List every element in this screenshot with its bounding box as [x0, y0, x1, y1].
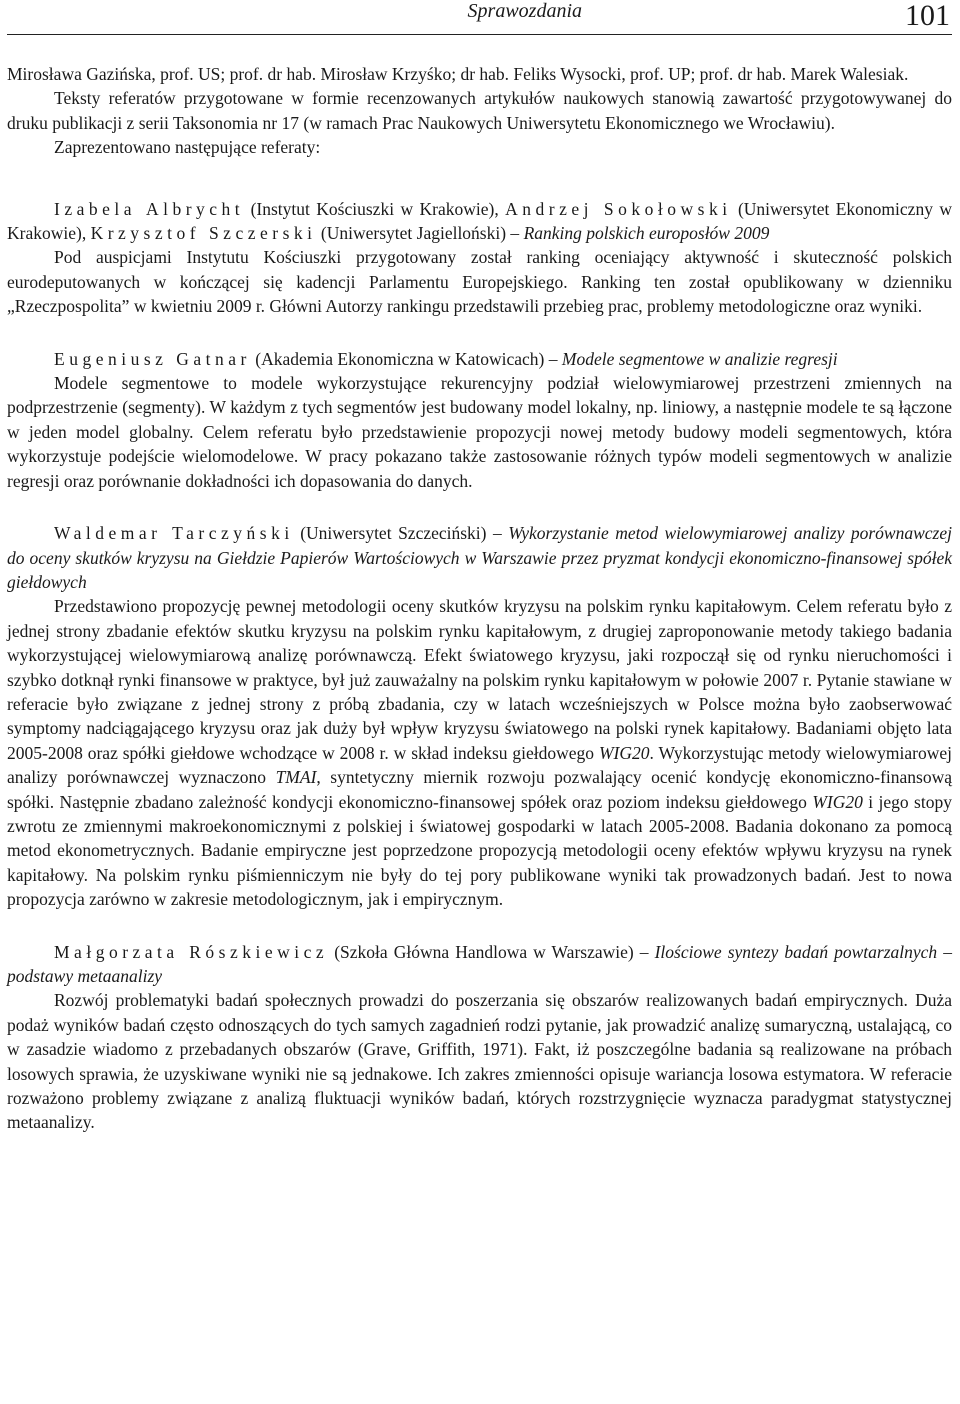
- talks-intro: Zaprezentowano następujące referaty:: [54, 137, 321, 158]
- abstract-text: i jego stopy zwrotu ze zmiennymi makroekonomicznymi z polskiej i światowej gospodarki w latach 2005-2008. Badania dokonano za pomocą metod ekonometrycznych. Badanie empiryczne jest poprzedzone propozycją metodologii oceny efektów wpływu kryzysu na rynek kapitałowy. Na polskim rynku piśmienniczym nie były do tej pory publikowane wyniki tak prowadzonych badań. Jest to nowa propozycja zarówno w zakresie metodologicznym, jak i empirycznym.: [7, 791, 952, 910]
- talk-title: Ilościowe syntezy badań powtarzalnych – podstawy metaanalizy: [7, 941, 952, 986]
- talk-heading: [7, 940, 952, 989]
- talk-title: Modele segmentowe w analizie regresji: [561, 348, 838, 369]
- author-name: Waldemar Tarczyński: [54, 523, 294, 544]
- talk-title: Ranking polskich europosłów 2009: [523, 223, 770, 244]
- article-body: [7, 62, 952, 1135]
- talk-heading: [7, 347, 952, 371]
- talk-heading: [7, 197, 952, 246]
- abstract-text: Przedstawiono propozycję pewnej metodologii oceny skutków kryzysu na polskim rynku kapitałowym. Celem referatu było z jednej strony zbadanie efektów skutku kryzysu na polskim rynku kapitałowym, z drugiej zaproponowanie metody takiego badania wykorzystującej wielowymiarową analizę porównawczą. Efekt światowego kryzysu, jaki rozpoczął się od rynku nieruchomości i szybko dotknął rynki finansowe w praktyce, był już zauważalny na polskim rynku kapitałowym w połowie 2007 r. Pytanie stawiane w referacie było związane z jednej strony z próbą zbadania, czy w latach wcześniejszych w Polsce można było zaobserwować symptomy nadciągającego kryzysu oraz jak duży był wpływ kryzysu światowego na polski rynek kapitałowy. Badaniami objęto lata 2005-2008 oraz spółki giełdowe wchodzące w 2008 r. w skład indeksu giełdowego: [7, 596, 952, 763]
- author-name: Izabela Albrycht: [54, 198, 245, 219]
- author-affiliation: (Szkoła Główna Handlowa w Warszawie) –: [328, 941, 655, 962]
- talk-entry: [7, 940, 952, 1135]
- author-affiliation: (Instytut Kościuszki w Krakowie),: [244, 198, 506, 219]
- author-affiliation: (Uniwersytet Ekonomiczny w Krakowie),: [7, 198, 952, 244]
- author-name: Małgorzata Rószkiewicz: [54, 941, 329, 962]
- author-affiliation: (Uniwersytet Jagielloński) –: [316, 223, 524, 244]
- talk-entry: [7, 521, 952, 912]
- talk-abstract: [7, 594, 952, 911]
- measure-name: TMAI: [275, 767, 317, 788]
- abstract-text: , syntetyczny miernik rozwoju pozwalający ocenić kondycję ekonomiczno-finansową spółki. Następnie zbadano zależność kondycji ekonomiczno-finansowej spółek oraz poziom indeksu giełdowego: [7, 767, 952, 812]
- talk-entry: [7, 347, 952, 493]
- intro-paragraph: Teksty referatów przygotowane w formie recenzowanych artykułów naukowych stanowią zawartość przygotowywanej do druku publikacji z serii Taksonomia nr 17 (w ramach Prac Naukowych Uniwersytetu Ekonomicznego we Wrocławiu).: [7, 88, 952, 133]
- talk-entry: [7, 197, 952, 319]
- author-name: Krzysztof Szczerski: [90, 223, 317, 244]
- talk-abstract: Modele segmentowe to modele wykorzystujące rekurencyjny podział wielowymiarowej przestrzeni zmiennych na podprzestrzenie (segmenty). W każdym z tych segmentów jest budowany model lokalny, np. liniowy, a następnie modele te są łączone w jeden model globalny. Celem referatu było przedstawienie propozycji nowej metody budowy modeli segmentowych, która wykorzystuje podejście wielomodelowe. W pracy pokazano także zastosowanie różnych typów modeli segmentowych w analizie regresji oraz porównanie dokładności ich dopasowania do danych.: [7, 373, 952, 491]
- running-header: [7, 0, 952, 35]
- author-affiliation: (Akademia Ekonomiczna w Katowicach) –: [250, 348, 562, 369]
- author-name: Andrzej Sokołowski: [505, 198, 732, 219]
- talk-abstract: Rozwój problematyki badań społecznych prowadzi do poszerzania się obszarów realizowanych badań empirycznych. Duża podaż wyników badań często odnoszących do tych samych zagadnień rodzi pytanie, jak prowadzić analizę sumaryczną, ustalającą, co w zasadzie wiadomo z przebadanych obszarów (Grave, Griffith, 1971). Fakt, iż poszczególne badania są realizowane na próbach losowych sprawia, że uzyskiwane wyniki nie są jednakowe. Ich zakres zmienności opisuje wariancja losowa estymatora. W referacie rozważono problemy związane z analizą fluktuacji wyników badań, których rozstrzygnięcie wyznacza paradygmat statystycznej metaanalizy.: [7, 990, 952, 1133]
- talk-abstract: Pod auspicjami Instytutu Kościuszki przygotowany został ranking oceniający aktywność i skuteczność polskich eurodeputowanych w kończącej się kadencji Parlamentu Europejskiego. Ranking ten został opublikowany w dzienniku „Rzeczpospolita” w kwietniu 2009 r. Główni Autorzy rankingu przedstawili przebieg prac, problemy metodologiczne oraz wyniki.: [7, 247, 952, 317]
- committee-list: Mirosława Gazińska, prof. US; prof. dr hab. Mirosław Krzyśko; dr hab. Feliks Wysocki, prof. UP; prof. dr hab. Marek Walesiak.: [7, 64, 909, 84]
- journal-section-title: Sprawozdania: [467, 0, 582, 22]
- index-name: WIG20: [598, 742, 650, 763]
- author-affiliation: (Uniwersytet Szczeciński) –: [293, 523, 509, 544]
- talk-heading: [7, 521, 952, 594]
- page-number: 101: [905, 0, 950, 32]
- abstract-text: . Wykorzystując metody wielowymiarowej analizy porównawczej wyznaczono: [7, 742, 952, 788]
- author-name: Eugeniusz Gatnar: [54, 348, 251, 369]
- index-name: WIG20: [812, 791, 863, 812]
- talk-title: Wykorzystanie metod wielowymiarowej analizy porównawczej do oceny skutków kryzysu na Giełdzie Papierów Wartościowych w Warszawie przez pryzmat kondycji ekonomiczno-finansowej spółek giełdowych: [7, 523, 952, 592]
